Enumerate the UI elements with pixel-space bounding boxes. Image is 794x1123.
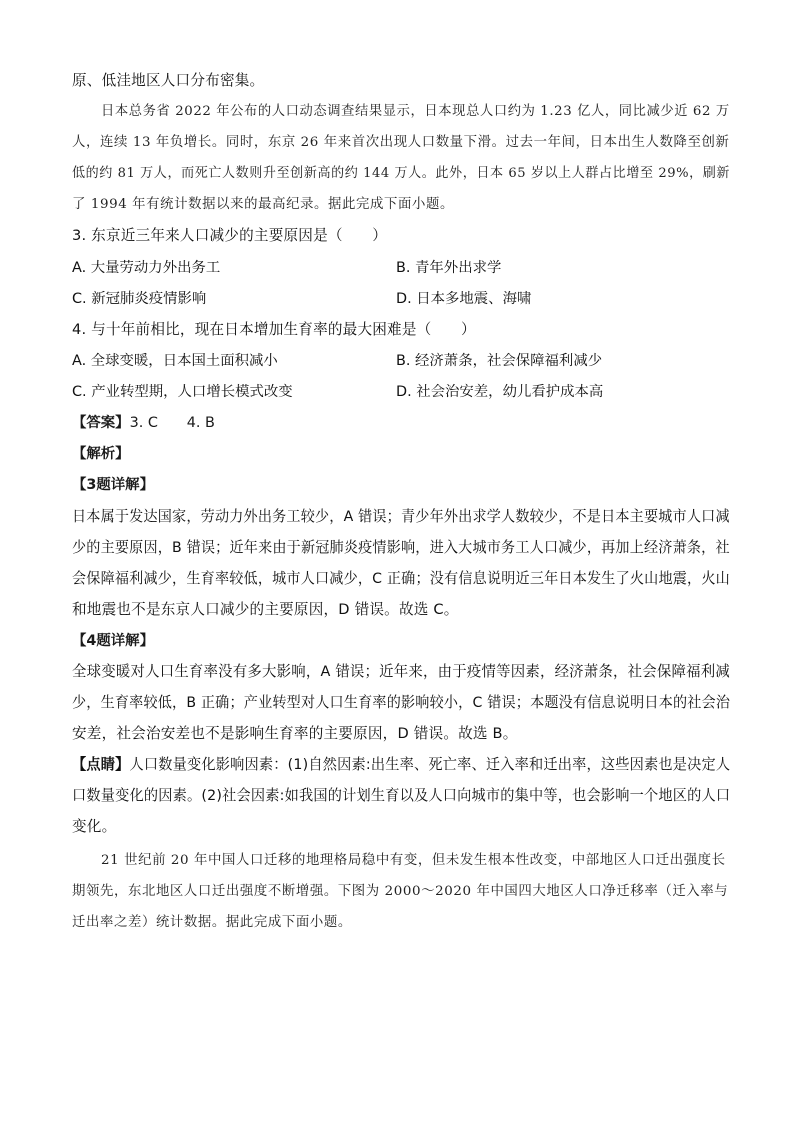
detail-4-line-2: 少，生育率较低，B 正确；产业转型对人口生育率的影响较小，C 错误；本题没有信息说明日本的社会治: [72, 694, 731, 711]
answer-row: [72, 411, 215, 432]
detail-4-line-1: 全球变暖对人口生育率没有多大影响，A 错误；近年来，由于疫情等因素，经济萧条，社会保障福利减: [72, 663, 730, 680]
answer-text: 3. C 4. B: [129, 415, 215, 431]
passage2-line-1: 21 世纪前 20 年中国人口迁移的地理格局稳中有变，但未发生根本性改变，中部地区人口迁出强度长: [101, 853, 726, 868]
question-3-option-d: D. 日本多地震、海啸: [396, 291, 532, 307]
tip-line-1: 人口数量变化影响因素：(1)自然因素:出生率、死亡率、迁入率和迁出率，这些因素也是决定人: [129, 756, 731, 773]
answer-label: 【答案】: [72, 415, 130, 431]
tip-line-3: 变化。: [72, 818, 117, 835]
detail-3-line-4: 和地震也不是东京人口减少的主要原因，D 错误。故选 C。: [72, 601, 459, 618]
question-3-option-c: C. 新冠肺炎疫情影响: [72, 291, 207, 307]
passage2-line-2: 期领先，东北地区人口迁出强度不断增强。下图为 2000～2020 年中国四大地区人口净迁移率（迁入率与: [72, 884, 729, 899]
passage1-line-1: 日本总务省 2022 年公布的人口动态调查结果显示，日本现总人口约为 1.23 亿人，同比减少近 62 万: [101, 104, 730, 119]
tip-line-2: 口数量变化的因素。(2)社会因素:如我国的计划生育以及人口向城市的集中等，也会影响一个地区的人口: [72, 787, 731, 804]
question-3-option-b: B. 青年外出求学: [396, 260, 502, 276]
analysis-label: 【解析】: [72, 446, 130, 462]
detail-3-line-2: 少的主要原因，B 错误；近年来由于新冠肺炎疫情影响，进入大城市务工人口减少，再加上经济萧条，社: [72, 539, 730, 556]
detail-3-label: 【3题详解】: [72, 477, 154, 493]
passage2-line-3: 迁出率之差）统计数据。据此完成下面小题。: [72, 915, 352, 930]
detail-3-line-3: 会保障福利减少，生育率较低，城市人口减少，C 正确；没有信息说明近三年日本发生了火山地震，火山: [72, 570, 730, 587]
question-4-option-b: B. 经济萧条，社会保障福利减少: [396, 353, 603, 369]
question-3-stem: 3. 东京近三年来人口减少的主要原因是（ ）: [72, 227, 388, 244]
detail-4-label: 【4题详解】: [72, 633, 154, 649]
passage1-line-4: 了 1994 年有统计数据以来的最高纪录。据此完成下面小题。: [72, 197, 454, 212]
detail-4-line-3: 安差，社会治安差也不是影响生育率的主要原因，D 错误。故选 B。: [72, 725, 518, 742]
question-4-option-c: C. 产业转型期，人口增长模式改变: [72, 384, 293, 400]
question-4-option-a: A. 全球变暖，日本国土面积减小: [72, 353, 278, 369]
detail-3-line-1: 日本属于发达国家，劳动力外出务工较少，A 错误；青少年外出求学人数较少，不是日本主要城市人口减: [72, 508, 730, 525]
lead-line: 原、低洼地区人口分布密集。: [72, 72, 265, 89]
question-4-option-d: D. 社会治安差，幼儿看护成本高: [396, 384, 604, 400]
tip-label: 【点睛】: [72, 756, 130, 773]
passage1-line-2: 人，连续 13 年负增长。同时，东京 26 年来首次出现人口数量下滑。过去一年间，日本出生人数降至创新: [72, 135, 730, 150]
passage1-line-3: 低的约 81 万人，而死亡人数则升至创新高的约 144 万人。此外，日本 65 岁以上人群占比增至 29%，刷新: [72, 166, 731, 181]
tip-row: [72, 753, 730, 774]
question-3-option-a: A. 大量劳动力外出务工: [72, 260, 221, 276]
question-4-stem: 4. 与十年前相比，现在日本增加生育率的最大困难是（ ）: [72, 321, 476, 338]
